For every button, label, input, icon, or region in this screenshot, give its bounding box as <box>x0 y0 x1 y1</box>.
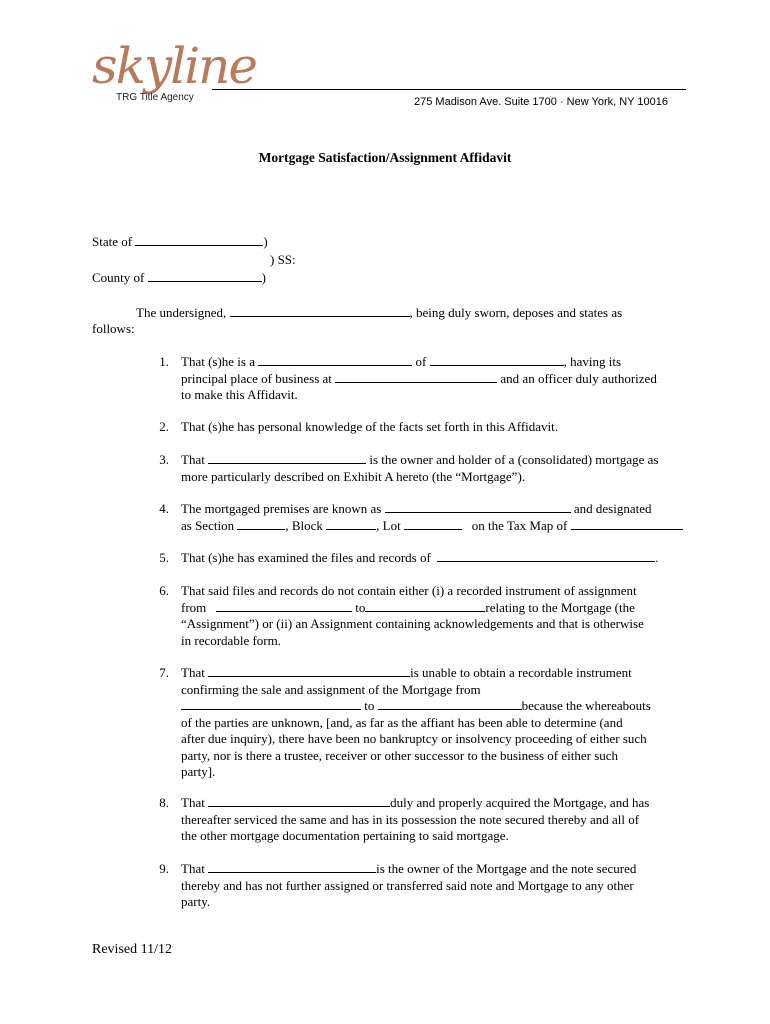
item-text: That (s)he is a <box>181 354 256 369</box>
item-text: relating to the Mortgage (the <box>485 599 635 615</box>
item-6-line-2 <box>181 600 686 617</box>
item-7-line-6: party, nor is there a trustee, receiver or other successor to the business of either such <box>181 747 619 763</box>
item-text: and an officer duly authorized <box>500 370 657 386</box>
item-text: duly and properly acquired the Mortgage, and has <box>390 795 650 810</box>
item-7-line-4: of the parties are unknown, [and, as far as the affiant has been able to determine (and <box>181 714 623 730</box>
item-3-line-1 <box>181 452 686 469</box>
item-text: as Section <box>181 517 235 533</box>
company-address: 275 Madison Ave. Suite 1700 · New York, NY 10016 <box>414 96 668 108</box>
item-text: because the whereabouts <box>521 698 651 713</box>
ss-line: ) SS: <box>270 252 296 267</box>
item-3 <box>181 452 686 485</box>
assignment-to-blank[interactable] <box>365 600 485 612</box>
state-label: State of <box>92 234 133 249</box>
item-4 <box>181 501 711 534</box>
company-logo: skyline <box>92 37 256 95</box>
item-8-line-1 <box>181 795 686 812</box>
item-6-line-4: in recordable form. <box>181 632 281 648</box>
item-text: is the owner of the Mortgage and the note secured <box>376 861 637 876</box>
item-text: is the owner and holder of a (consolidated) mortgage as <box>369 452 659 467</box>
item-text: is unable to obtain a recordable instrument <box>410 665 632 680</box>
item-number: 5. <box>159 550 169 565</box>
item-7-line-3 <box>181 698 686 715</box>
intro-text-a: The undersigned, <box>136 305 227 320</box>
files-records-blank[interactable] <box>437 550 655 562</box>
item-1-line-3: to make this Affidavit. <box>181 387 298 402</box>
item-text: to <box>364 698 375 713</box>
item-9-line-2: thereby and has not further assigned or transferred said note and Mortgage to any other <box>181 877 634 893</box>
item-7 <box>181 665 686 781</box>
item-number: 7. <box>159 665 169 680</box>
item-number: 2. <box>159 419 169 434</box>
owner-holder-blank[interactable] <box>208 452 366 464</box>
item-text: to <box>355 599 366 615</box>
paren: ) <box>261 270 266 285</box>
item-6 <box>181 583 686 649</box>
acquirer-blank[interactable] <box>208 795 390 807</box>
item-2: That (s)he has personal knowledge of the facts set forth in this Affidavit. <box>181 419 559 434</box>
item-5 <box>181 550 686 567</box>
block-blank[interactable] <box>326 518 376 530</box>
header-rule <box>212 89 686 90</box>
item-number: 1. <box>159 354 169 369</box>
item-text: , Lot <box>376 517 401 533</box>
item-text: The mortgaged premises are known as <box>181 501 382 516</box>
item-text: That <box>181 861 205 876</box>
item-text: That (s)he has examined the files and records of <box>181 550 431 565</box>
unable-party-blank[interactable] <box>208 665 410 677</box>
item-number: 3. <box>159 452 169 467</box>
item-text: , having its <box>563 354 622 369</box>
county-line <box>92 270 266 287</box>
lot-blank[interactable] <box>404 518 462 530</box>
item-1 <box>181 354 686 404</box>
intro-line-2: follows: <box>92 321 135 336</box>
sub-brand: TRG Title Agency <box>116 92 194 103</box>
item-8-line-3: the other mortgage documentation pertaining to said mortgage. <box>181 828 509 843</box>
item-number: 4. <box>159 501 169 516</box>
paren: ) <box>263 234 268 249</box>
item-7-line-2: confirming the sale and assignment of the Mortgage from <box>181 681 481 697</box>
mortgage-owner-blank[interactable] <box>208 861 376 873</box>
item-text: of <box>415 354 427 369</box>
item-4-line-2 <box>181 518 711 535</box>
state-line <box>92 234 268 251</box>
item-9 <box>181 861 686 911</box>
premises-blank[interactable] <box>385 501 571 513</box>
item-8 <box>181 795 686 845</box>
item-text: principal place of business at <box>181 370 332 386</box>
county-label: County of <box>92 270 145 285</box>
item-3-line-2: more particularly described on Exhibit A hereto (the “Mortgage”). <box>181 468 526 484</box>
section-blank[interactable] <box>237 518 285 530</box>
item-6-line-3: “Assignment”) or (ii) an Assignment containing acknowledgements and that is otherwise <box>181 616 644 631</box>
item-text: on the Tax Map of <box>471 517 568 533</box>
item-4-line-1 <box>181 501 711 518</box>
company-blank[interactable] <box>430 354 564 366</box>
place-of-business-blank[interactable] <box>335 371 497 383</box>
item-7-line-5: after due inquiry), there have been no bankruptcy or insolvency proceeding of either such <box>181 731 647 746</box>
affiant-name-blank[interactable] <box>230 305 410 317</box>
item-7-line-7: party]. <box>181 764 216 779</box>
item-7-line-1 <box>181 665 686 682</box>
item-8-line-2: thereafter serviced the same and has in its possession the note secured thereby and all of <box>181 811 640 827</box>
item-1-line-1 <box>181 354 686 371</box>
officer-title-blank[interactable] <box>258 354 412 366</box>
item-text: That <box>181 665 205 680</box>
revision-note: Revised 11/12 <box>92 942 172 957</box>
document-title: Mortgage Satisfaction/Assignment Affidavit <box>258 150 512 165</box>
item-text: from <box>181 599 207 615</box>
item-text: , Block <box>285 517 323 533</box>
item-1-line-2 <box>181 371 686 388</box>
item-number: 9. <box>159 861 169 876</box>
item-number: 6. <box>159 583 169 598</box>
item-9-line-1 <box>181 861 686 878</box>
intro-line <box>136 305 622 322</box>
sale-from-blank[interactable] <box>181 698 361 710</box>
item-text: . <box>655 550 659 565</box>
county-blank[interactable] <box>148 270 262 282</box>
item-text: That <box>181 452 205 467</box>
state-blank[interactable] <box>135 234 263 246</box>
item-number: 8. <box>159 795 169 810</box>
intro-text-b: , being duly sworn, deposes and states as <box>409 305 623 320</box>
sale-to-blank[interactable] <box>378 698 522 710</box>
item-6-line-1: That said files and records do not contain either (i) a recorded instrument of assignment <box>181 583 637 598</box>
tax-map-blank[interactable] <box>571 518 683 530</box>
item-text: That <box>181 795 205 810</box>
assignment-from-blank[interactable] <box>216 600 352 612</box>
item-text: and designated <box>573 501 652 516</box>
item-9-line-3: party. <box>181 894 211 909</box>
